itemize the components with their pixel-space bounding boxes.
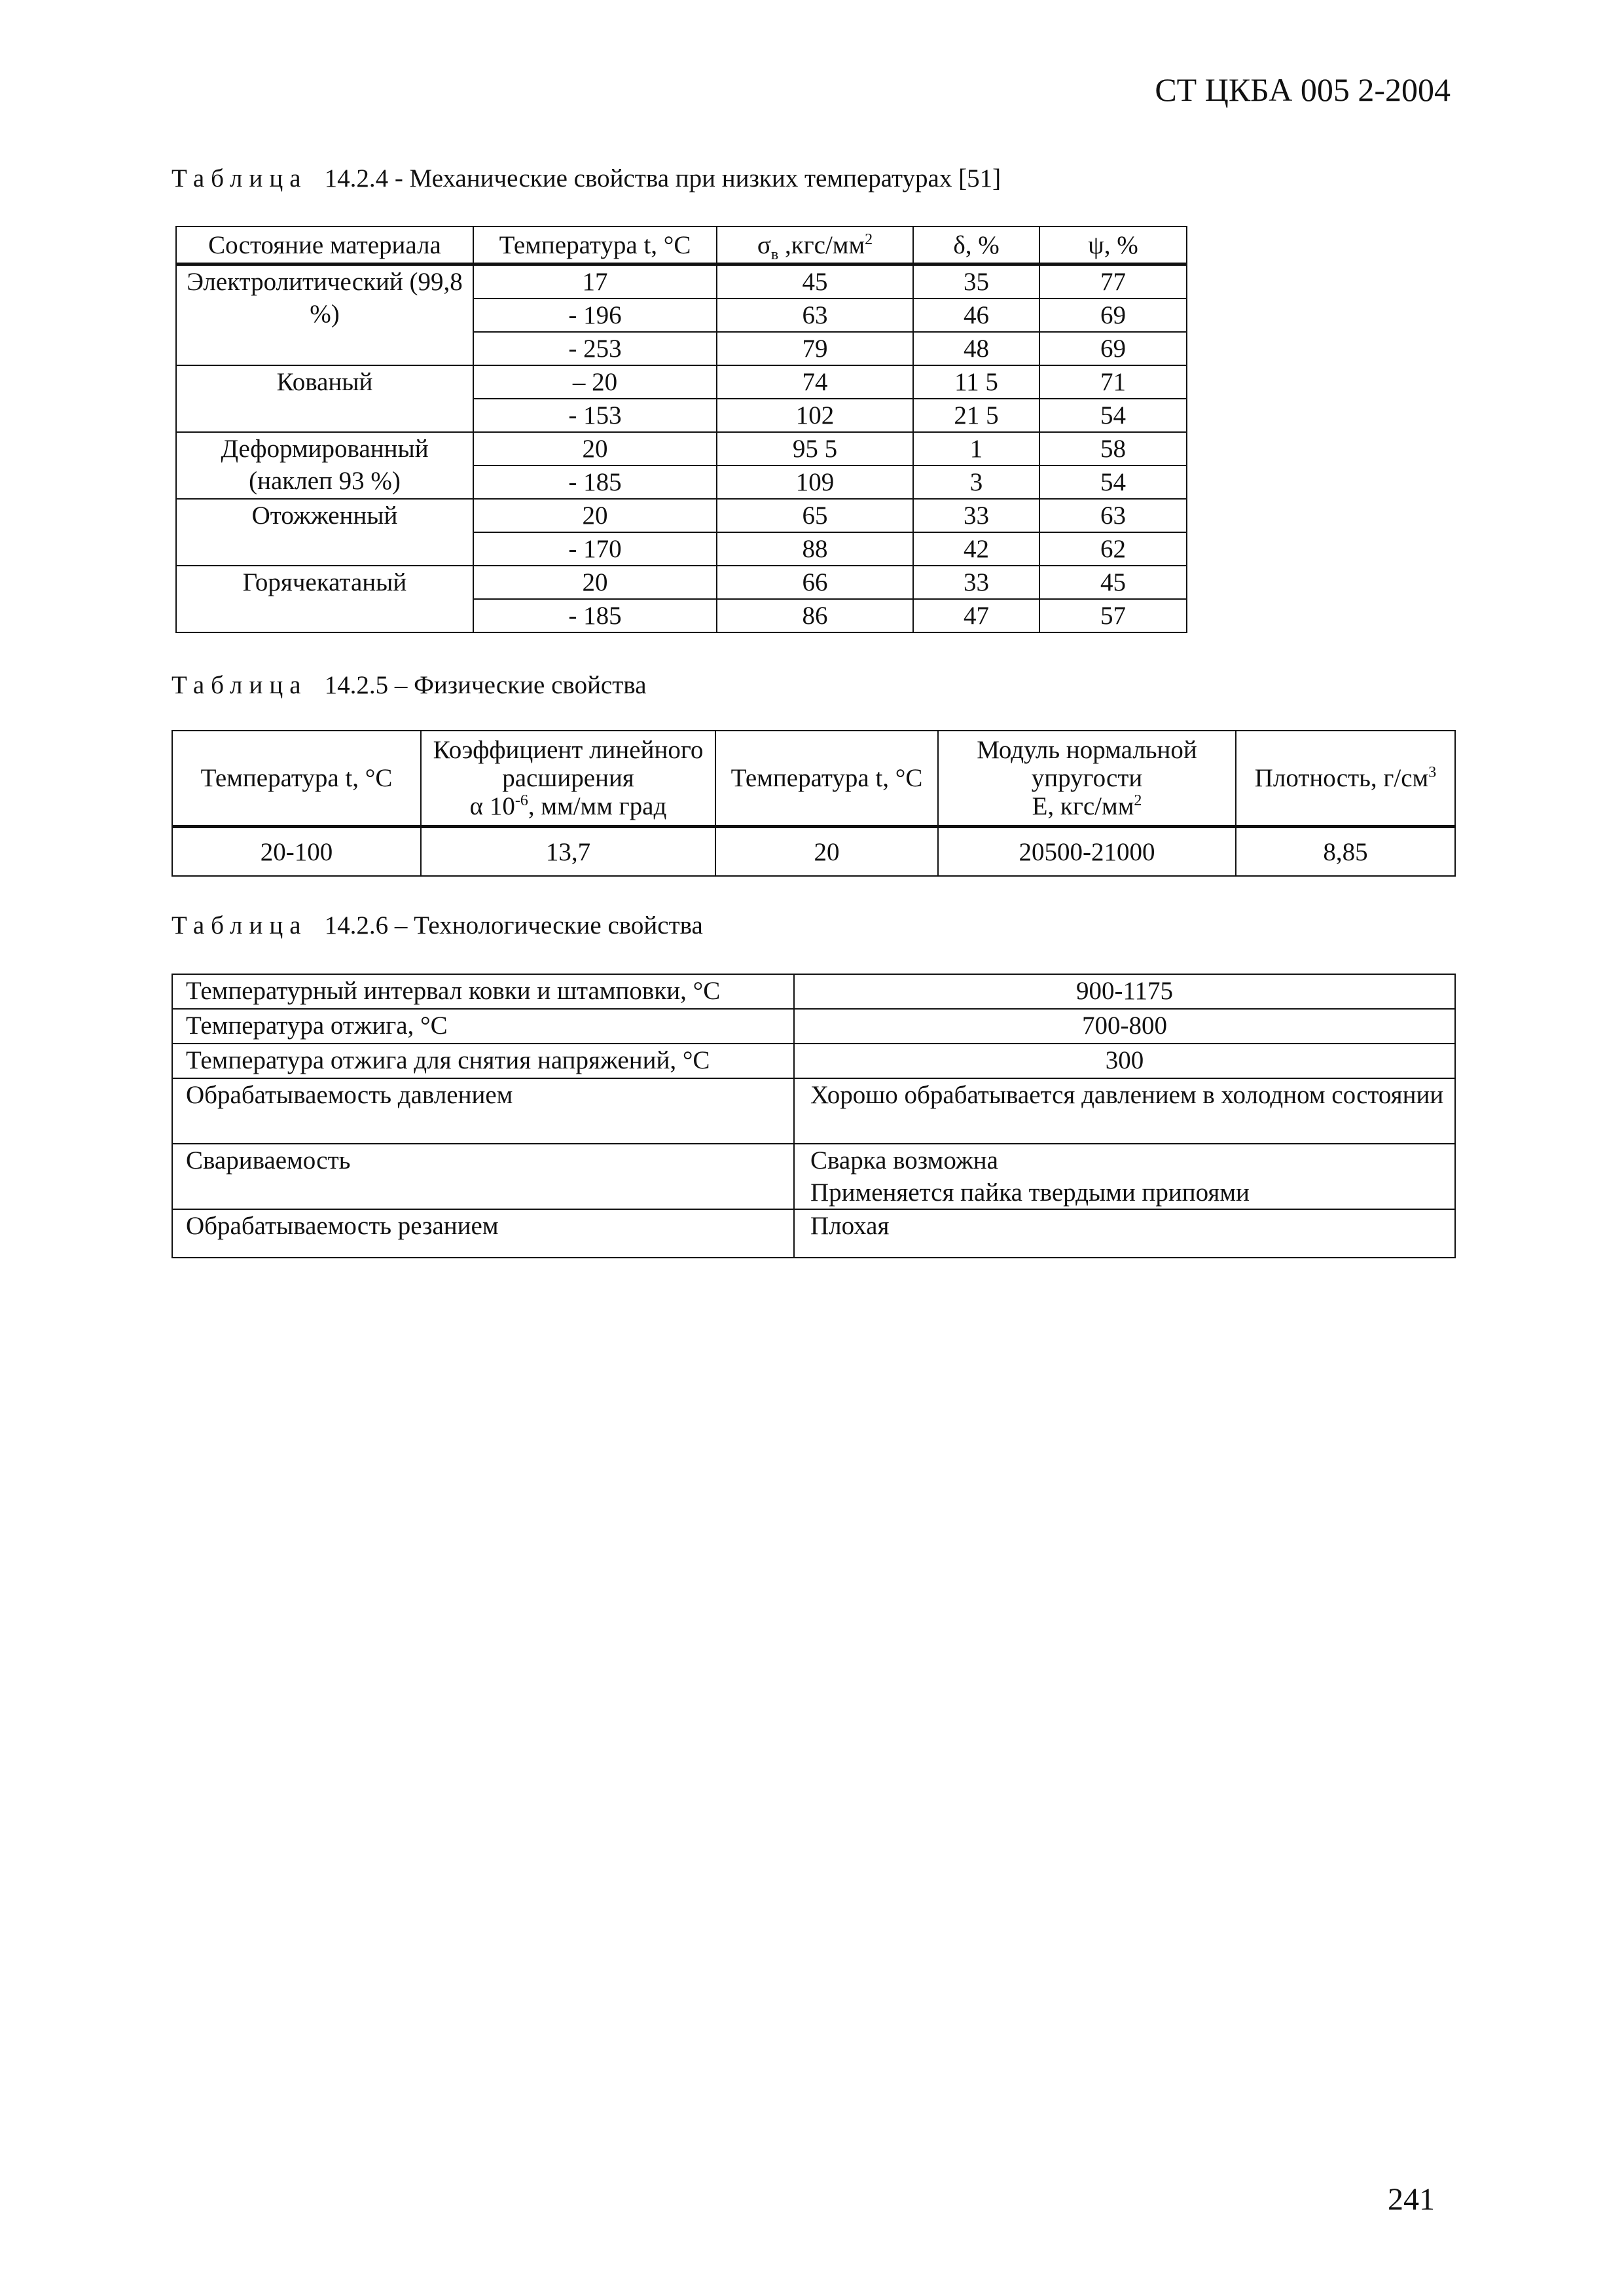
table-row	[176, 566, 1187, 599]
tensile-strength-cell: 66	[717, 566, 913, 599]
temperature-cell: – 20	[473, 365, 717, 399]
reduction-area-cell: 71	[1039, 365, 1187, 399]
header-elastic-modulus	[938, 731, 1236, 827]
header-temperature: Температура t, °С	[715, 731, 938, 827]
temperature-cell: 20	[715, 827, 938, 877]
reduction-area-cell: 69	[1039, 332, 1187, 365]
tensile-strength-cell: 63	[717, 299, 913, 332]
table-row	[172, 1044, 1455, 1078]
table-row	[176, 499, 1187, 532]
property-value-cell: Плохая	[794, 1209, 1455, 1258]
temperature-cell: 17	[473, 264, 717, 299]
table2-header-row	[172, 731, 1455, 827]
table-row	[172, 827, 1455, 877]
reduction-area-cell: 57	[1039, 599, 1187, 632]
temperature-cell: - 153	[473, 399, 717, 432]
elongation-cell: 1	[913, 432, 1039, 465]
table-row	[176, 432, 1187, 465]
header-material-state: Состояние материала	[176, 227, 473, 264]
header-expansion-coefficient	[421, 731, 715, 827]
reduction-area-cell: 77	[1039, 264, 1187, 299]
sigma-unit: ,кгс/мм	[778, 230, 865, 259]
property-label-cell: Обрабатываемость резанием	[172, 1209, 794, 1258]
table-row	[172, 974, 1455, 1009]
temperature-cell: - 253	[473, 332, 717, 365]
table1-caption	[171, 164, 1001, 193]
property-value-cell: 900-1175	[794, 974, 1455, 1009]
density-cell: 8,85	[1236, 827, 1455, 877]
table3-caption-text: 14.2.6 – Технологические свойства	[324, 911, 703, 939]
property-label-cell: Обрабатываемость давлением	[172, 1078, 794, 1144]
table-row	[172, 1209, 1455, 1258]
temperature-cell: 20	[473, 499, 717, 532]
elongation-cell: 47	[913, 599, 1039, 632]
table-row	[172, 1078, 1455, 1144]
elongation-cell: 21 5	[913, 399, 1039, 432]
modulus-unit: Е, кгс/мм	[1032, 792, 1134, 820]
temperature-cell: - 170	[473, 532, 717, 566]
reduction-area-cell: 54	[1039, 399, 1187, 432]
table3-caption	[171, 911, 703, 940]
table2-caption-lead: Таблица	[171, 671, 308, 699]
page-number: 241	[1388, 2182, 1435, 2217]
table-row	[172, 1009, 1455, 1044]
elastic-modulus-cell: 20500-21000	[938, 827, 1236, 877]
material-state-cell: Отожженный	[176, 499, 473, 566]
material-state-cell: Кованый	[176, 365, 473, 432]
property-value-cell: Хорошо обрабатывается давлением в холодном состоянии	[794, 1078, 1455, 1144]
tensile-strength-cell: 102	[717, 399, 913, 432]
sigma-symbol: σ	[757, 230, 771, 259]
sigma-subscript: в	[770, 246, 779, 263]
modulus-title: Модуль нормальной упругости	[977, 736, 1197, 792]
material-state-cell: Деформированный (наклеп 93 %)	[176, 432, 473, 499]
temperature-cell: 20	[473, 432, 717, 465]
header-tensile-strength	[717, 227, 913, 264]
table1-caption-text: 14.2.4 - Механические свойства при низких температурах [51]	[324, 164, 1001, 192]
header-density	[1236, 731, 1455, 827]
weldability-line-1: Сварка возможна	[810, 1146, 998, 1175]
reduction-area-cell: 69	[1039, 299, 1187, 332]
temperature-cell: - 196	[473, 299, 717, 332]
elongation-cell: 35	[913, 264, 1039, 299]
density-unit-sup: 3	[1428, 764, 1437, 781]
tensile-strength-cell: 95 5	[717, 432, 913, 465]
temperature-cell: - 185	[473, 465, 717, 499]
property-label-cell: Температура отжига для снятия напряжений, °С	[172, 1044, 794, 1078]
elongation-cell: 33	[913, 566, 1039, 599]
tensile-strength-cell: 86	[717, 599, 913, 632]
mechanical-properties-table	[175, 226, 1187, 633]
elongation-cell: 3	[913, 465, 1039, 499]
tensile-strength-cell: 79	[717, 332, 913, 365]
tensile-strength-cell: 88	[717, 532, 913, 566]
header-temperature: Температура t, °С	[473, 227, 717, 264]
physical-properties-table	[171, 730, 1456, 877]
material-state-cell: Электролитический (99,8 %)	[176, 264, 473, 366]
reduction-area-cell: 58	[1039, 432, 1187, 465]
modulus-unit-sup: 2	[1134, 792, 1142, 809]
reduction-area-cell: 54	[1039, 465, 1187, 499]
property-value-cell	[794, 1144, 1455, 1209]
sigma-unit-sup: 2	[865, 230, 873, 248]
table2-caption	[171, 670, 647, 700]
elongation-cell: 42	[913, 532, 1039, 566]
weldability-line-2: Применяется пайка твердыми припоями	[810, 1178, 1250, 1207]
coef-alpha: α 10	[469, 792, 515, 820]
property-label-cell: Свариваемость	[172, 1144, 794, 1209]
property-label-cell: Температура отжига, °С	[172, 1009, 794, 1044]
reduction-area-cell: 63	[1039, 499, 1187, 532]
table1-header-row	[176, 227, 1187, 264]
technological-properties-table	[171, 974, 1456, 1258]
coef-unit: , мм/мм град	[528, 792, 667, 820]
tensile-strength-cell: 45	[717, 264, 913, 299]
property-value-cell: 700-800	[794, 1009, 1455, 1044]
elongation-cell: 33	[913, 499, 1039, 532]
tensile-strength-cell: 65	[717, 499, 913, 532]
tensile-strength-cell: 109	[717, 465, 913, 499]
coef-exponent: -6	[514, 792, 528, 809]
document-code: СТ ЦКБА 005 2-2004	[1155, 71, 1451, 108]
table-row	[176, 365, 1187, 399]
reduction-area-cell: 62	[1039, 532, 1187, 566]
density-title: Плотность, г/см	[1254, 764, 1429, 792]
property-value-cell: 300	[794, 1044, 1455, 1078]
material-state-cell: Горячекатаный	[176, 566, 473, 632]
table3-caption-lead: Таблица	[171, 911, 308, 939]
table-row	[176, 264, 1187, 299]
elongation-cell: 11 5	[913, 365, 1039, 399]
elongation-cell: 48	[913, 332, 1039, 365]
expansion-coefficient-cell: 13,7	[421, 827, 715, 877]
elongation-cell: 46	[913, 299, 1039, 332]
temperature-cell: 20	[473, 566, 717, 599]
coef-title: Коэффициент линейного расширения	[433, 736, 704, 792]
temperature-cell: - 185	[473, 599, 717, 632]
table-row	[172, 1144, 1455, 1209]
reduction-area-cell: 45	[1039, 566, 1187, 599]
tensile-strength-cell: 74	[717, 365, 913, 399]
temperature-range-cell: 20-100	[172, 827, 421, 877]
table2-caption-text: 14.2.5 – Физические свойства	[324, 671, 647, 699]
property-label-cell: Температурный интервал ковки и штамповки, °С	[172, 974, 794, 1009]
header-elongation: δ, %	[913, 227, 1039, 264]
table1-caption-lead: Таблица	[171, 164, 308, 192]
header-reduction-area: ψ, %	[1039, 227, 1187, 264]
header-temperature-range: Температура t, °С	[172, 731, 421, 827]
